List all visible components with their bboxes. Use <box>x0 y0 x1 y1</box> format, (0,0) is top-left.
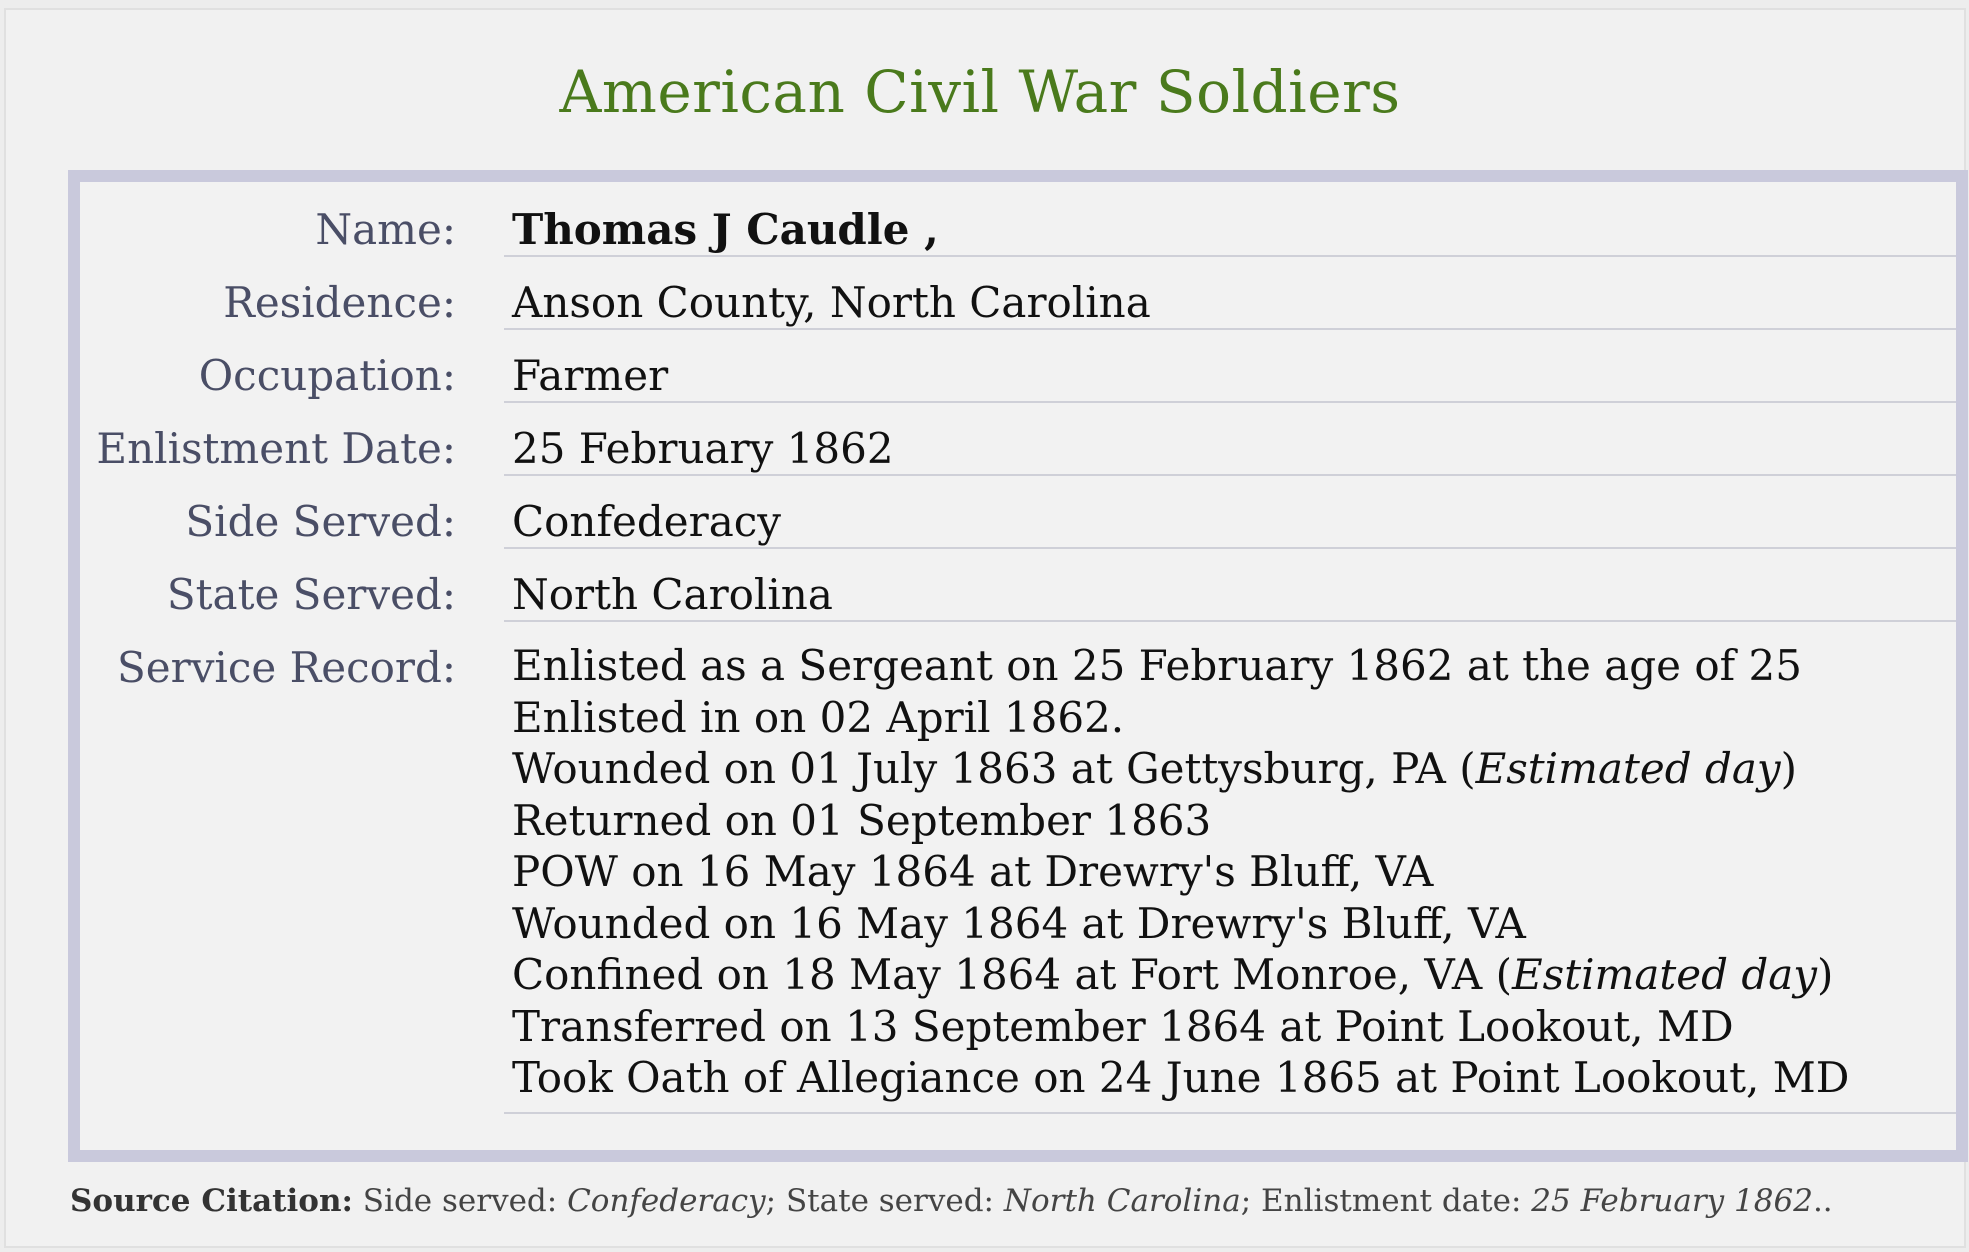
field-label: Enlistment Date: <box>96 424 456 473</box>
estimated-day-note: Estimated day <box>1512 950 1818 999</box>
row-divider <box>504 1112 1956 1114</box>
citation-state-value: North Carolina <box>1003 1183 1241 1219</box>
field-value: Anson County, North Carolina <box>512 278 1151 327</box>
service-record-list <box>512 640 1849 1104</box>
row-divider <box>504 547 1956 549</box>
field-value: North Carolina <box>512 570 833 619</box>
estimated-day-note: Estimated day <box>1475 744 1781 793</box>
field-value: 25 February 1862 <box>512 424 894 473</box>
service-entry: Confined on 18 May 1864 at Fort Monroe, VA (Estimated day) <box>512 950 1834 999</box>
citation-label: Source Citation: <box>70 1183 353 1219</box>
service-entry: Took Oath of Allegiance on 24 June 1865 at Point Lookout, MD <box>512 1053 1850 1102</box>
row-divider <box>504 401 1956 403</box>
field-label: Service Record: <box>117 643 456 692</box>
page-title: American Civil War Soldiers <box>559 58 1401 126</box>
field-label: State Served: <box>166 570 456 619</box>
source-citation: Source Citation: Side served: Confederacy; State served: North Carolina; Enlistment date: 25 February 1862.. <box>70 1183 1833 1219</box>
service-entry: POW on 16 May 1864 at Drewry's Bluff, VA <box>512 847 1434 896</box>
field-value: Farmer <box>512 351 669 400</box>
service-entry: Enlisted as a Sergeant on 25 February 1862 at the age of 25 <box>512 641 1802 690</box>
record-page <box>4 8 1966 1248</box>
service-entry: Transferred on 13 September 1864 at Point Lookout, MD <box>512 1001 1734 1051</box>
service-entry: Wounded on 16 May 1864 at Drewry's Bluff, VA <box>512 898 1526 948</box>
service-entry: Enlisted in on 02 April 1862. <box>512 692 1125 742</box>
field-label: Residence: <box>223 278 456 327</box>
citation-side-value: Confederacy <box>567 1183 766 1219</box>
field-value: Confederacy <box>512 497 781 546</box>
field-label: Occupation: <box>198 351 456 400</box>
citation-date-value: 25 February 1862 <box>1531 1183 1813 1219</box>
soldier-name: Thomas J Caudle , <box>512 205 939 254</box>
row-divider <box>504 474 1956 476</box>
field-label: Name: <box>315 205 456 254</box>
row-divider <box>504 620 1956 622</box>
service-entry: Wounded on 01 July 1863 at Gettysburg, PA (Estimated day) <box>512 744 1797 793</box>
row-divider <box>504 328 1956 330</box>
field-label: Side Served: <box>185 497 456 546</box>
row-divider <box>504 255 1956 257</box>
soldier-record-box <box>68 170 1968 1162</box>
service-entry: Returned on 01 September 1863 <box>512 795 1212 845</box>
